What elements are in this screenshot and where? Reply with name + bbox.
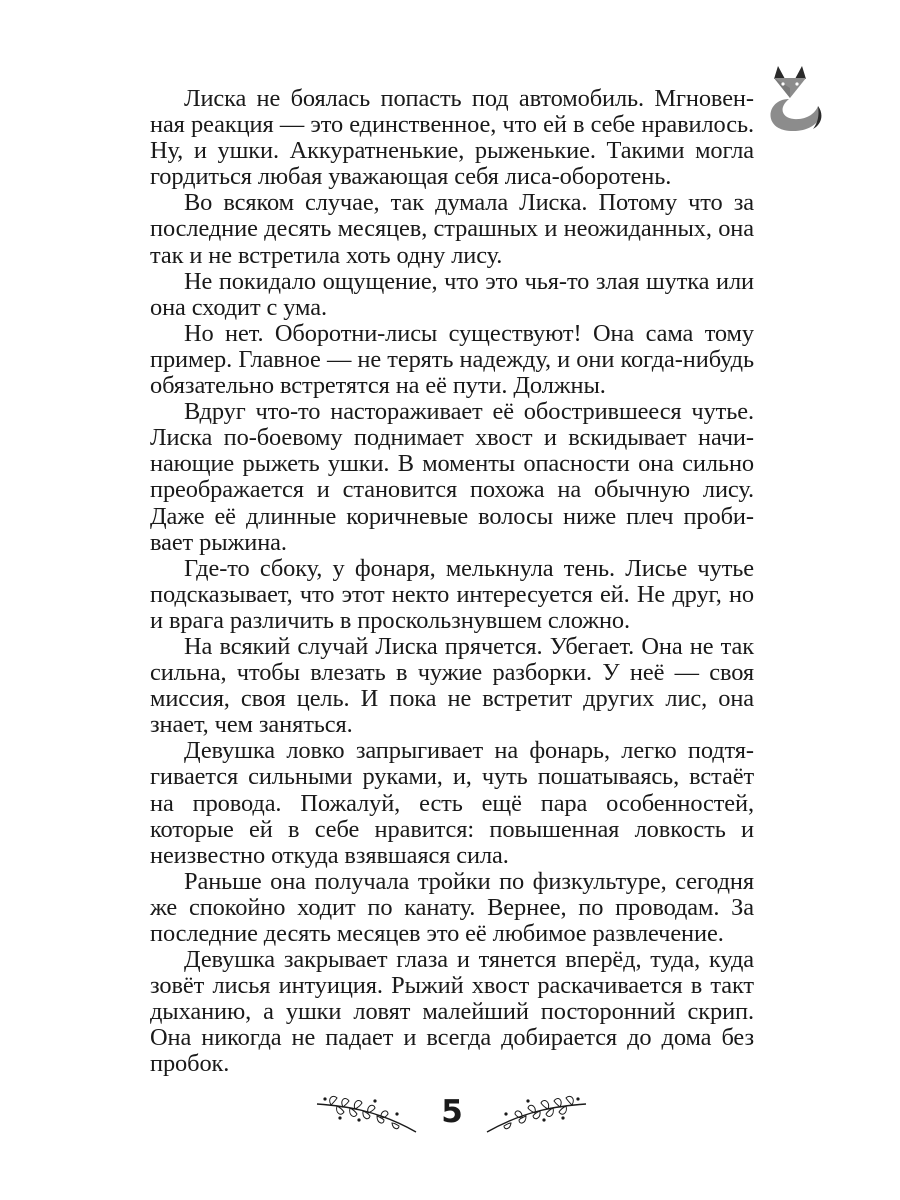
paragraph: Девушка закрывает глаза и тянется вперёд, туда, куда зовёт лисья интуиция. Рыжий хвост раскачивается в такт дыханию, а ушки ловят малейший посторонний скрип. Она никогда не падает и всегда добирается до дома без пробок.: [150, 946, 754, 1078]
paragraph: Раньше она получала тройки по физкультуре, сегодня же спокойно ходит по канату. Вернее, по проводам. За последние десять месяцев это её любимое развлечение.: [150, 867, 754, 947]
paragraph: Вдруг что-то настораживает её обострившееся чутье. Лиска по-боевому поднимает хвост и вскидывает начинающие рыжеть ушки. В моменты опасности она сильно преображается и становится похожа на обычную лису. Даже её длинные коричневые волосы ниже плеч пробивает рыжина.: [150, 398, 754, 556]
paragraph: На всякий случай Лиска прячется. Убегает. Она не так сильна, чтобы влезать в чужие разборки. У неё — своя миссия, своя цель. И пока не встретит других лис, она знает, чем заняться.: [150, 632, 754, 739]
leaf-branch-icon: [315, 1092, 419, 1136]
paragraph: Девушка ловко запрыгивает на фонарь, легко подтягивается сильными руками, и, чуть пошатываясь, встаёт на провода. Пожалуй, есть ещё пара особенностей, которые ей в себе нравится: повышенная ловкость и неизвестно откуда взявшаяся сила.: [150, 737, 754, 869]
page-footer: [0, 1088, 900, 1138]
paragraph: Не покидало ощущение, что это чья-то злая шутка или она сходит с ума.: [150, 267, 754, 321]
paragraph: Но нет. Оборотни-лисы существуют! Она сама тому пример. Главное — не терять надежду, и они когда-нибудь обязательно встретятся на её пути. Должны.: [150, 319, 754, 400]
page-number: 5: [441, 1094, 463, 1130]
body-text: [150, 86, 754, 1078]
paragraph: Где-то сбоку, у фонаря, мелькнула тень. Лисье чутье подсказывает, что этот некто интересуется ей. Не друг, но и врага различить в проскользнувшем сложно.: [150, 554, 754, 634]
paragraph: Во всяком случае, так думала Лиска. Потому что за последние десять месяцев, страшных и неожиданных, она так и не встретила хоть одну лису.: [150, 189, 754, 269]
leaf-branch-icon: [484, 1092, 588, 1136]
paragraph: Лиска не боялась попасть под автомобиль. Мгновенная реакция — это единственное, что ей в себе нравилось. Ну, и ушки. Аккуратненькие, рыженькие. Такими могла гордиться любая уважающая себя лиса-оборотень.: [150, 85, 754, 191]
fox-icon: [758, 58, 836, 136]
